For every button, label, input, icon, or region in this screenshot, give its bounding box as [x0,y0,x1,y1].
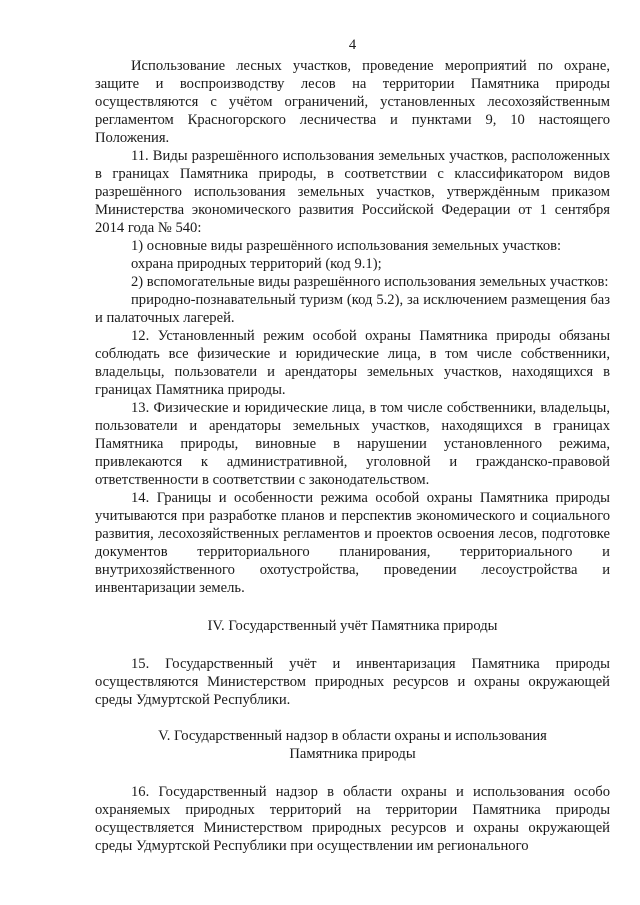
section-v-heading-line-1: V. Государственный надзор в области охраны и использования [158,728,547,744]
paragraph-11-item-2-value: природно-познавательный туризм (код 5.2), за исключением размещения баз и палаточных лагерей. [95,292,610,326]
section-v-heading-line-2: Памятника природы [289,746,416,762]
paragraph-15: 15. Государственный учёт и инвентаризация Памятника природы осуществляются Министерством природных ресурсов и охраны окружающей среды Удмуртской Республики. [95,656,610,708]
section-v-heading [95,727,610,763]
paragraph-11: 11. Виды разрешённого использования земельных участков, расположенных в границах Памятника природы, в соответствии с классификатором видов разрешённого использования земельных участков, утверждённым приказом Министерства экономического развития Российской Федерации от 1 сентября 2014 года № 540: [95,148,610,236]
page-number: 4 [348,37,357,53]
paragraph-11-item-1: 1) основные виды разрешённого использования земельных участков: [131,238,562,254]
paragraph-13: 13. Физические и юридические лица, в том числе собственники, владельцы, пользователи и арендаторы земельных участков, находящихся в границах Памятника природы, виновные в нарушении установленного режима, привлекаются к административной, уголовной и гражданско-правовой ответственности в соответствии с законодательством. [95,400,610,488]
paragraph-14: 14. Границы и особенности режима особой охраны Памятника природы учитываются при разработке планов и перспектив экономического и социального развития, лесохозяйственных регламентов и проектов освоения лесов, подготовке документов территориального планирования, территориального и внутрихозяйственного охотустройства, проведении лесоустройства и инвентаризации земель. [95,490,610,596]
paragraph-12: 12. Установленный режим особой охраны Памятника природы обязаны соблюдать все физические и юридические лица, в том числе собственники, владельцы, пользователи и арендаторы земельных участков, находящихся в границах Памятника природы. [95,328,610,398]
paragraph-11-item-2: 2) вспомогательные виды разрешённого использования земельных участков: [131,274,609,290]
paragraph-11-item-1-value: охрана природных территорий (код 9.1); [131,256,382,272]
document-page [95,36,610,855]
paragraph-16: 16. Государственный надзор в области охраны и использования особо охраняемых природных территорий на территории Памятника природы осуществляется Министерством природных ресурсов и охраны окружающей среды Удмуртской Республики при осуществлении им регионального [95,784,610,854]
section-iv-heading: IV. Государственный учёт Памятника природы [207,618,498,634]
paragraph-forest-use: Использование лесных участков, проведение мероприятий по охране, защите и воспроизводству лесов на территории Памятника природы осуществляются с учётом ограничений, установленных лесохозяйственным регламентом Красногорского лесничества и пунктами 9, 10 настоящего Положения. [95,58,610,146]
